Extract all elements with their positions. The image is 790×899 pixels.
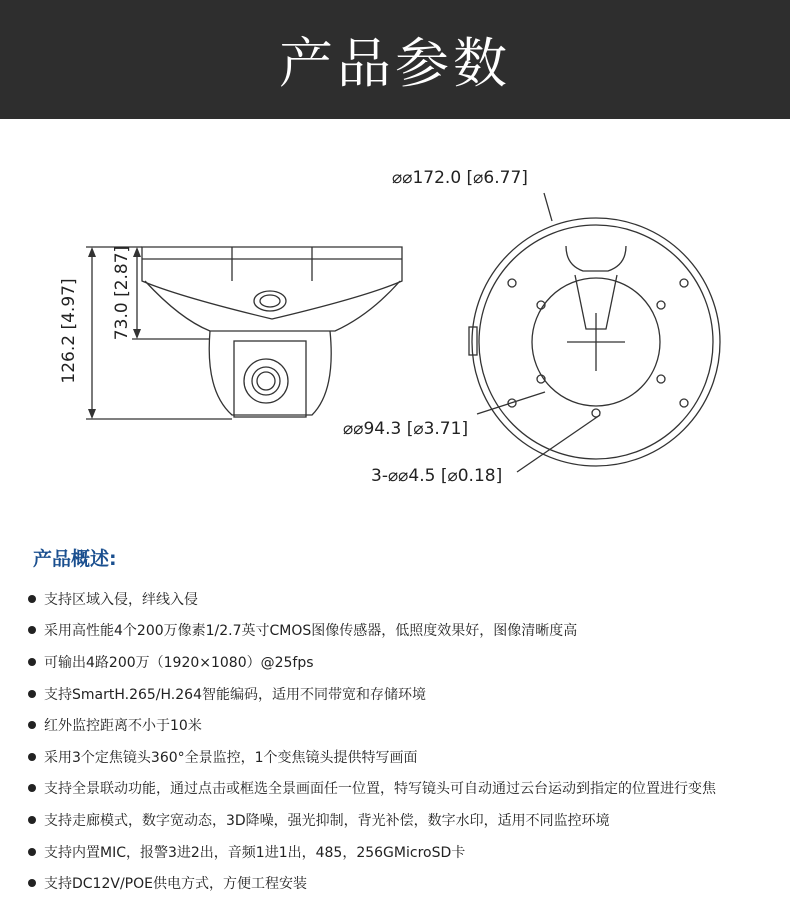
bullet-icon <box>28 753 36 761</box>
dimension-drawing <box>0 119 790 529</box>
bullet-icon <box>28 690 36 698</box>
dim-outer-diameter: ⌀⌀172.0 [⌀6.77] <box>392 168 528 188</box>
bullet-icon <box>28 784 36 792</box>
list-item: 采用3个定焦镜头360°全景监控，1个变焦镜头提供特写画面 <box>28 741 788 773</box>
dim-holes: 3-⌀⌀4.5 [⌀0.18] <box>371 466 503 486</box>
list-item: 支持全景联动功能，通过点击或框选全景画面任一位置，特写镜头可自动通过云台运动到指定的位置进行变焦 <box>28 773 788 805</box>
list-item: 支持SmartH.265/H.264智能编码，适用不同带宽和存储环境 <box>28 678 788 710</box>
header-banner <box>0 0 790 119</box>
dim-body-height: 73.0 [2.87] <box>112 245 132 341</box>
list-item: 支持区域入侵，绊线入侵 <box>28 583 788 615</box>
list-item: 可输出4路200万（1920×1080）@25fps <box>28 646 788 678</box>
feature-list <box>28 583 788 899</box>
camera-lower-shell <box>145 281 400 331</box>
bullet-icon <box>28 658 36 666</box>
list-item: 支持内置MIC，报警3进2出，音频1进1出，485，256GMicroSD卡 <box>28 836 788 868</box>
bullet-icon <box>28 848 36 856</box>
bullet-icon <box>28 816 36 824</box>
dim-total-height: 126.2 [4.97] <box>59 278 79 384</box>
bullet-icon <box>28 626 36 634</box>
list-item: 支持走廊模式，数字宽动态，3D降噪，强光抑制，背光补偿，数字水印，适用不同监控环境 <box>28 804 788 836</box>
bullet-icon <box>28 879 36 887</box>
list-item: 红外监控距离不小于10米 <box>28 709 788 741</box>
list-item: 采用高性能4个200万像素1/2.7英寸CMOS图像传感器，低照度效果好，图像清晰度高 <box>28 615 788 647</box>
page-title: 产品参数 <box>279 32 511 95</box>
camera-top-shell <box>142 247 402 319</box>
bullet-icon <box>28 721 36 729</box>
overview-title: 产品概述: <box>33 548 117 570</box>
bullet-icon <box>28 595 36 603</box>
dim-mount-circle: ⌀⌀94.3 [⌀3.71] <box>343 419 469 439</box>
list-item: 支持DC12V/POE供电方式，方便工程安装 <box>28 867 788 899</box>
